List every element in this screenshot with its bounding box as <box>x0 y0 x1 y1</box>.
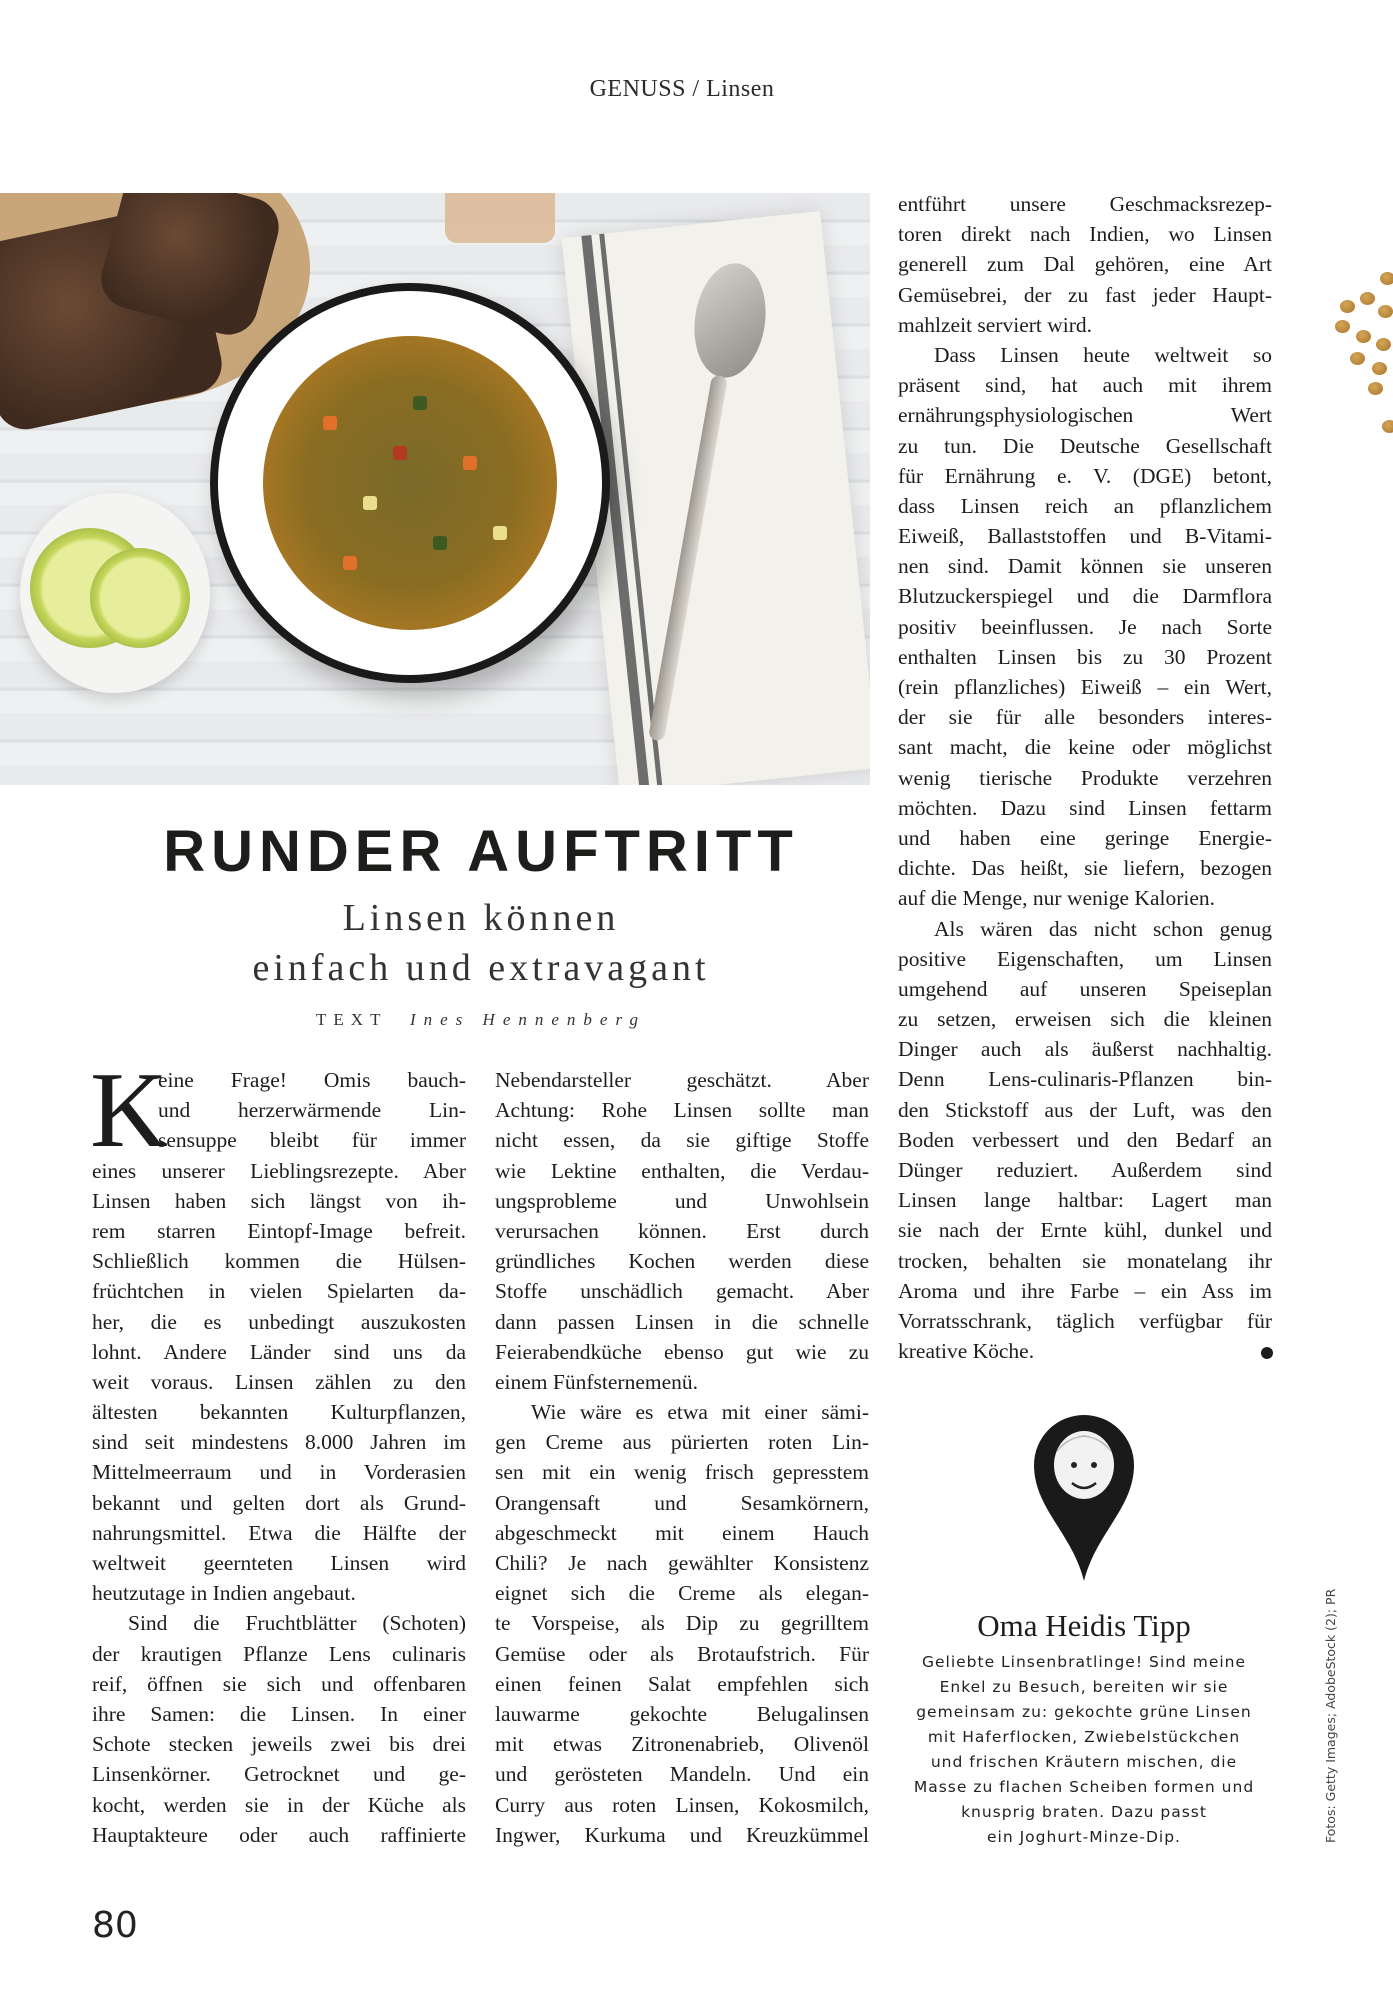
tip-text-line: Geliebte Linsenbratlinge! Sind meine <box>921 1653 1247 1671</box>
end-of-article-mark <box>1261 1347 1273 1359</box>
body-text-line: sant macht, die keine oder möglichst <box>898 735 1272 760</box>
article-subtitle: Linsen können <box>342 897 620 939</box>
body-text-line: Boden verbessert und den Bedarf an <box>898 1127 1272 1152</box>
body-text-line: für Ernährung e. V. (DGE) betont, <box>898 463 1272 488</box>
body-text-line: Dinger auch als äußerst nachhaltig. <box>898 1037 1272 1062</box>
body-column-2 <box>495 1065 869 1850</box>
body-text-line: Schließlich kommen die Hülsen- <box>92 1249 466 1274</box>
body-text-line: Mittelmeerraum und in Vorderasien <box>92 1460 466 1485</box>
body-text-line: positive Eigenschaften, um Linsen <box>898 946 1272 971</box>
soup <box>263 336 557 630</box>
lime-plate <box>20 493 210 693</box>
body-text-line: nahrungsmittel. Etwa die Hälfte der <box>92 1520 466 1545</box>
body-text-line: sensuppe bleibt für immer <box>158 1128 466 1153</box>
article-title: RUNDER AUFTRITT <box>163 819 799 884</box>
body-text-line: entführt unsere Geschmacksrezep- <box>898 192 1272 216</box>
page-number: 80 <box>92 1905 138 1946</box>
body-text-line: rem starren Eintopf-Image befreit. <box>92 1218 466 1243</box>
body-text-line: präsent sind, hat auch mit ihrem <box>898 373 1272 398</box>
body-text-line: Als wären das nicht schon genug <box>934 916 1272 941</box>
body-text-line: te Vorspeise, als Dip zu gegrilltem <box>495 1611 869 1636</box>
tip-text-line: Masse zu flachen Scheiben formen und <box>913 1778 1255 1796</box>
body-text-line: Curry aus roten Linsen, Kokosmilch, <box>495 1792 869 1817</box>
body-column-1 <box>90 1051 466 1850</box>
body-text-line: eines unserer Lieblingsrezepte. Aber <box>92 1158 466 1183</box>
body-text-line: zu setzen, erweisen sich die kleinen <box>898 1007 1272 1032</box>
body-text-line: abgeschmeckt mit einem Hauch <box>495 1520 869 1545</box>
body-text-line: Aroma und ihre Farbe – ein Ass im <box>898 1278 1272 1303</box>
drop-cap: K <box>90 1051 168 1170</box>
lime-slice <box>90 548 190 648</box>
body-text-line: Stoffe unschädlich gemacht. Aber <box>495 1279 869 1304</box>
lentil-soup-photo <box>0 193 870 785</box>
body-text-line: ernährungsphysiologischen Wert <box>898 403 1272 428</box>
body-text-line: nicht essen, da sie giftige Stoffe <box>495 1128 869 1153</box>
body-text-line: zu tun. Die Deutsche Gesellschaft <box>898 433 1272 458</box>
article-subtitle: einfach und extravagant <box>252 947 710 989</box>
body-text-line: Orangensaft und Sesamkörnern, <box>495 1490 869 1515</box>
body-text-line: der sie für alle besonders interes- <box>898 705 1272 730</box>
body-text-line: Linsen haben sich längst von ih- <box>92 1188 466 1213</box>
body-text-line: toren direkt nach Indien, wo Linsen <box>898 222 1272 247</box>
body-text-line: Dass Linsen heute weltweit so <box>934 342 1272 367</box>
body-text-line: ihre Samen: die Linsen. In einer <box>92 1701 466 1726</box>
body-text-line: reif, öffnen sie sich und offenbaren <box>92 1671 466 1696</box>
body-text-line: kocht, werden sie in der Küche als <box>92 1792 466 1817</box>
body-text-line: umgehend auf unseren Speiseplan <box>898 976 1272 1001</box>
tip-text-line: und frischen Kräutern mischen, die <box>930 1753 1238 1771</box>
body-text-line: nen sind. Damit können sie unseren <box>898 554 1272 579</box>
body-text-line: ältesten bekannten Kulturpflanzen, <box>92 1400 466 1425</box>
body-text-line: Achtung: Rohe Linsen sollte man <box>495 1098 869 1123</box>
body-text-line: und herzerwärmende Lin- <box>158 1098 466 1123</box>
body-text-line: sind seit mindestens 8.000 Jahren im <box>92 1430 466 1455</box>
body-text-line: Feierabendküche ebenso gut wie zu <box>495 1339 869 1364</box>
body-text-line: Denn Lens-culinaris-Pflanzen bin- <box>898 1067 1272 1092</box>
body-text-line: verursachen können. Erst durch <box>495 1218 869 1243</box>
body-text-line: Ingwer, Kurkuma und Kreuzkümmel <box>495 1822 869 1847</box>
body-text-line: her, die es unbedingt auszukosten <box>92 1309 466 1334</box>
body-text-line: lauwarme gekochte Belugalinsen <box>495 1701 869 1726</box>
body-text-line: positiv beeinflussen. Je nach Sorte <box>898 614 1272 639</box>
body-text-line: sie nach der Ernte kühl, dunkel und <box>898 1218 1272 1243</box>
body-text-line: Linsenkörner. Getrocknet und ge- <box>92 1762 466 1787</box>
body-text-line: einen feinen Salat empfehlen sich <box>495 1671 869 1696</box>
body-text-line: früchtchen in vielen Spielarten da- <box>92 1279 466 1304</box>
body-text-line: einem Fünfsternemenü. <box>495 1369 699 1394</box>
body-text-line: gründliches Kochen werden diese <box>495 1249 869 1274</box>
body-text-line: wenig tierische Produkte verzehren <box>898 765 1272 790</box>
body-text-line: den Stickstoff aus der Luft, was den <box>898 1097 1272 1122</box>
tip-text-line: Enkel zu Besuch, bereiten wir sie <box>939 1678 1229 1696</box>
body-text-line: der krautigen Pflanze Lens culinaris <box>92 1641 466 1666</box>
tip-title: Oma Heidis Tipp <box>977 1608 1191 1643</box>
tip-text-line: gemeinsam zu: gekochte grüne Linsen <box>916 1703 1252 1721</box>
body-text-line: Dünger reduziert. Außerdem sind <box>898 1158 1272 1182</box>
body-text-line: Eiweiß, Ballaststoffen und B-Vitami- <box>898 524 1272 549</box>
section-header: GENUSS / Linsen <box>589 76 775 102</box>
body-text-line: möchten. Dazu sind Linsen fettarm <box>898 795 1272 820</box>
byline <box>92 1010 870 1030</box>
tip-text-line: ein Joghurt-Minze-Dip. <box>987 1828 1181 1846</box>
body-text-line: und gerösteten Mandeln. Und ein <box>495 1762 869 1787</box>
tip-text <box>884 1650 1284 1850</box>
body-text-line: auf die Menge, nur wenige Kalorien. <box>898 886 1216 911</box>
body-text-line: gen Creme aus pürierten roten Lin- <box>495 1430 869 1455</box>
soup-bowl <box>210 283 610 683</box>
body-text-line: Gemüse oder als Brotaufstrich. Für <box>495 1641 869 1666</box>
body-text-line: dann passen Linsen in die schnelle <box>495 1309 869 1334</box>
body-text-line: Nebendarsteller geschätzt. Aber <box>495 1068 869 1092</box>
body-text-line: dass Linsen reich an pflanzlichem <box>898 493 1272 518</box>
body-text-line: Blutzuckerspiegel und die Darmflora <box>898 584 1272 609</box>
body-text-line: Linsen lange haltbar: Lagert man <box>898 1188 1272 1213</box>
body-text-line: Vorratsschrank, täglich verfügbar für <box>898 1308 1272 1333</box>
body-text-line: lohnt. Andere Länder sind uns da <box>92 1339 466 1364</box>
body-text-line: bekannt und gelten dort als Grund- <box>92 1490 466 1515</box>
byline-label: TEXT <box>316 1010 388 1029</box>
body-text-line: heutzutage in Indien angebaut. <box>92 1581 356 1606</box>
body-text-line: Wie wäre es etwa mit einer sämi- <box>531 1400 869 1425</box>
grandma-portrait-pin-icon <box>1032 1413 1136 1583</box>
body-column-3 <box>898 189 1272 1366</box>
body-text-line: Schote stecken jeweils zwei bis drei <box>92 1732 466 1757</box>
byline-author: Ines Hennenberg <box>409 1010 646 1029</box>
body-text-line: (rein pflanzliches) Eiweiß – ein Wert, <box>898 675 1272 699</box>
body-text-line: und haben eine geringe Energie- <box>898 825 1272 850</box>
body-text-line: ungsprobleme und Unwohlsein <box>495 1188 869 1213</box>
tip-text-line: knusprig braten. Dazu passt <box>961 1803 1207 1821</box>
body-text-line: Hauptakteure oder auch raffinierte <box>92 1822 466 1847</box>
body-text-line: trocken, behalten sie monatelang ihr <box>898 1248 1272 1273</box>
body-text-line: weit voraus. Linsen zählen zu den <box>92 1369 466 1394</box>
body-text-line: generell zum Dal gehören, eine Art <box>898 252 1272 277</box>
body-text-line: weltweit geernteten Linsen wird <box>92 1551 466 1575</box>
body-text-line: dichte. Das heißt, sie liefern, bezogen <box>898 856 1272 881</box>
body-text-line: Sind die Fruchtblätter (Schoten) <box>128 1611 466 1636</box>
body-text-line: sen mit ein wenig frisch gepresstem <box>495 1460 869 1485</box>
body-text-line: wie Lektine enthalten, die Verdau- <box>495 1158 869 1183</box>
tip-text-line: mit Haferflocken, Zwiebelstückchen <box>927 1728 1241 1746</box>
body-text-line: Chili? Je nach gewählter Konsistenz <box>495 1551 869 1575</box>
body-text-line: eine Frage! Omis bauch- <box>158 1068 466 1092</box>
photo-credit: Fotos: Getty Images; AdobeStock (2); PR <box>1323 1588 1338 1843</box>
jar <box>445 193 555 243</box>
body-text-line: kreative Köche. <box>898 1339 1035 1364</box>
body-text-line: mahlzeit serviert wird. <box>898 312 1093 337</box>
body-text-line: enthalten Linsen bis zu 30 Prozent <box>898 644 1272 669</box>
body-text-line: Gemüsebrei, der zu fast jeder Haupt- <box>898 282 1272 307</box>
body-text-line: eignet sich die Creme als elegan- <box>495 1581 869 1606</box>
body-text-line: mit etwas Zitronenabrieb, Olivenöl <box>495 1732 869 1757</box>
